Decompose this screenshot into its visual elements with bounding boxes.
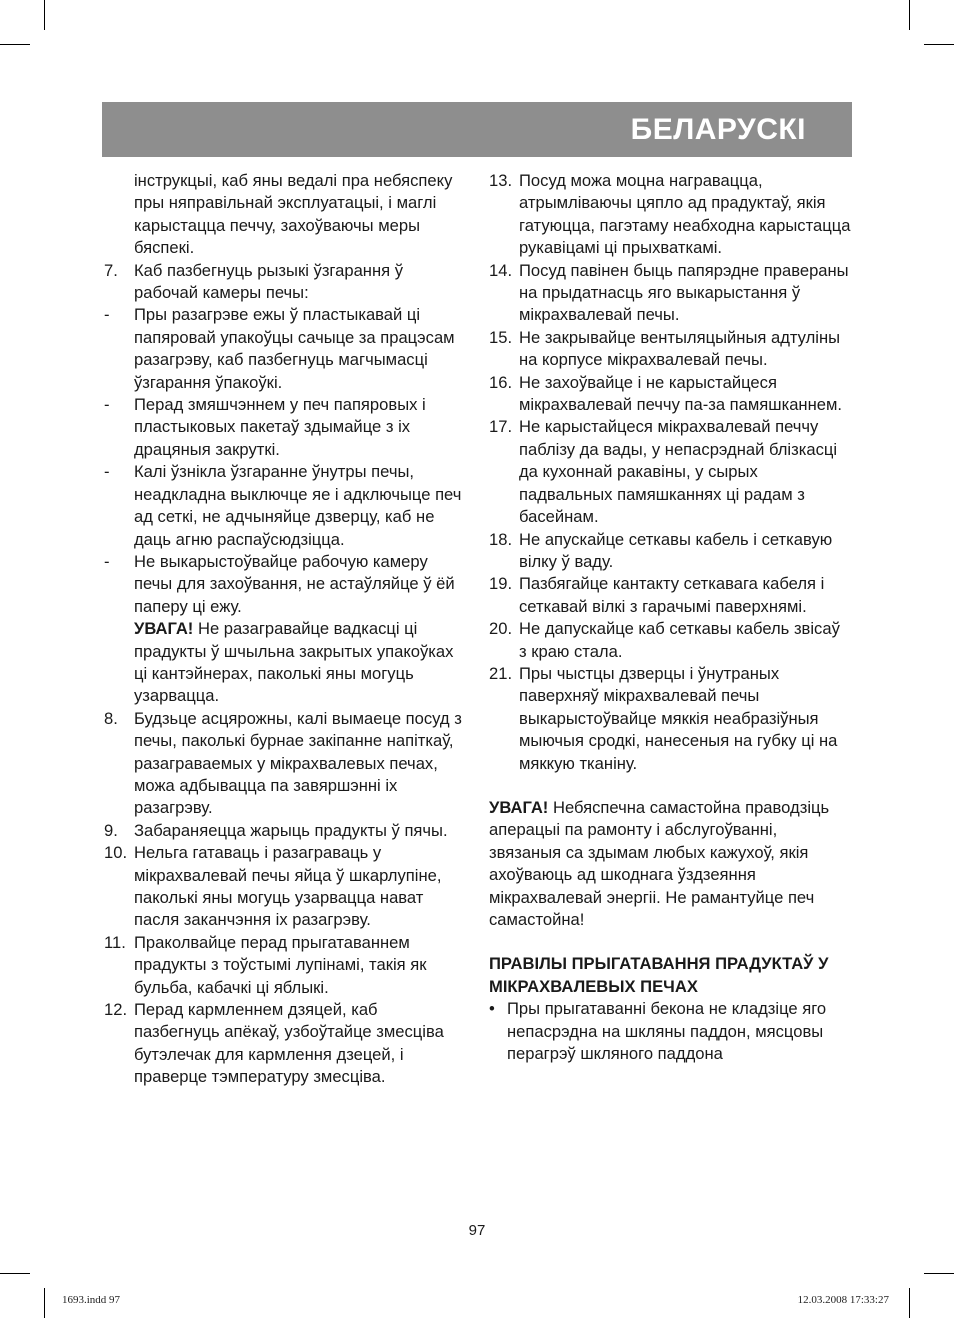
- item-number: 18.: [489, 529, 513, 549]
- item-text: Перад кармленнем дзяцей, каб пазбегнуць апёкаў, узбоўтайце змесціва бутэлечак для кармлення дзецей, і праверце тэмпературу змесціва.: [134, 1000, 444, 1087]
- crop-mark: [924, 44, 954, 45]
- item-text: Не захоўвайце і не карыстайцеся мікрахвалевай печчу па-за памяшканнем.: [519, 372, 843, 415]
- dash-marker: -: [104, 551, 110, 571]
- item-text: Нельга гатаваць і разаграваць у мікрахвалевай печы яйца ў шкарлупіне, паколькі яны могуць узарвацца нават пасля заканчэння іх разагрэву.: [134, 843, 442, 930]
- warning-label: УВАГА!: [489, 797, 549, 817]
- item-text: Каб пазбегнуць рызыкі ўзгарання ў рабочай камеры печы:: [134, 260, 404, 303]
- continuation-paragraph: інструкцыі, каб яны ведалі пра небяспеку пры няправільнай эксплуатацыі, і маглі карыстацца печчу, захоўваючы меры бяспекі.: [134, 171, 453, 258]
- item-text: Пры чыстцы дзверцы і ўнутраных паверхняў мікрахвалевай печы выкарыстоўвайце мяккія неабразіўныя мыючыя сродкі, нанесеныя на губку ці на мяккую тканіну.: [519, 663, 838, 773]
- bullet-text: Пры прыгатаванні бекона не кладзіце яго непасрэдна на шкляны паддон, мясцовы перагрэў шкляного паддона: [507, 999, 827, 1064]
- warning-note: [489, 797, 851, 931]
- print-slug-date: 12.03.2008 17:33:27: [797, 1294, 889, 1306]
- dash-marker: -: [104, 395, 110, 415]
- bullet-marker: •: [489, 999, 495, 1019]
- item-number: 16.: [489, 372, 513, 392]
- list-item: [489, 663, 851, 775]
- list-item: [489, 618, 851, 663]
- list-item: [104, 708, 466, 820]
- item-text: Не дапускайце каб сеткавы кабель звісаў з краю стала.: [519, 619, 840, 661]
- print-slug-file: 1693.indd 97: [62, 1294, 121, 1306]
- item-text: Посуд павінен быць папярэдне правераны на прыдатнасць яго выкарыстання ў мікрахвалевай печы.: [519, 260, 849, 325]
- item-number: 10.: [104, 843, 128, 863]
- item-number: 7.: [104, 260, 118, 280]
- item-number: 8.: [104, 708, 118, 728]
- spacer: [489, 931, 851, 953]
- list-item: [104, 999, 466, 1089]
- item-number: 12.: [104, 1000, 128, 1020]
- item-text: Праколвайце перад прыгатаваннем прадукты з тоўстымі лупінамі, такія як бульба, кабачкі ці яблыкі.: [134, 932, 427, 997]
- list-item-7: [104, 260, 466, 305]
- list-item: [489, 372, 851, 417]
- item-number: 19.: [489, 574, 513, 594]
- crop-mark: [0, 1273, 30, 1274]
- item-text: Пазбягайце кантакту сеткавага кабеля і сеткавай вілкі з гарачымі паверхнямі.: [519, 574, 825, 616]
- item-text: Забараняецца жарыць прадукты ў пячы.: [134, 820, 448, 840]
- page-number: 97: [468, 1222, 486, 1239]
- item-number: 17.: [489, 417, 513, 437]
- warning-text: Небяспечна самастойна праводзіць аперацыі па рамонту і абслугоўванні, звязаныя са здымам любых кажухоў, якія ахоўваюць ад шкоднага ўздзеяння мікрахвалевай энергіі. Не рамантуйце печ самастойна!: [489, 797, 830, 929]
- item-number: 13.: [489, 171, 513, 190]
- crop-mark: [924, 1273, 954, 1274]
- crop-mark: [44, 0, 45, 30]
- item-text: Не закрывайце вентыляцыйныя адтуліны на корпусе мікрахвалевай печы.: [519, 327, 841, 370]
- language-header-band: [102, 102, 852, 157]
- dash-text: Пры разагрэве ежы ў пластыкавай ці папяровай упакоўцы сачыце за працэсам разагрэву, каб пазбегнуць магчымасці ўзгарання ўпакоўкі.: [134, 305, 455, 392]
- crop-mark: [0, 44, 30, 45]
- list-item: [489, 529, 851, 574]
- crop-mark: [909, 0, 910, 30]
- dash-marker: -: [104, 462, 110, 482]
- item-number: 15.: [489, 327, 513, 347]
- spacer: [489, 775, 851, 797]
- dash-item: [104, 394, 466, 461]
- crop-mark: [909, 1288, 910, 1318]
- language-title: БЕЛАРУСКІ: [630, 113, 806, 146]
- dash-item: [104, 551, 466, 618]
- dash-text: Не выкарыстоўвайце рабочую камеру печы для захоўвання, не астаўляйце ў ёй паперу ці ежу.: [134, 551, 455, 616]
- dash-item: [104, 461, 466, 551]
- list-item: [489, 260, 851, 327]
- list-item: [489, 170, 851, 260]
- item-text: Не карыстайцеся мікрахвалевай печчу паблізу да вады, у непасрэднай блізкасці да кухоннай ракавіны, у сырых падвальных памяшканнях ці радам з басейнам.: [519, 417, 838, 527]
- item-number: 20.: [489, 619, 513, 639]
- list-item: [104, 932, 466, 999]
- list-item: [104, 842, 466, 932]
- dash-marker: -: [104, 305, 110, 325]
- item-number: 11.: [104, 932, 126, 952]
- right-column: [489, 170, 851, 1065]
- section-heading: ПРАВІЛЫ ПРЫГАТАВАННЯ ПРАДУКТАЎ У МІКРАХВАЛЕВЫХ ПЕЧАХ: [489, 954, 829, 996]
- crop-mark: [44, 1288, 45, 1318]
- item-number: 9.: [104, 820, 118, 840]
- item-text: Будзьце асцярожны, калі вымаеце посуд з печы, паколькі бурнае закіпанне напіткаў, разаграваемых у мікрахвалевых печах, можа адбывацца па завяршэнні іх разагрэву.: [134, 708, 462, 818]
- bullet-item: [489, 998, 851, 1065]
- item-text: Не апускайце сеткавы кабель і сеткавую вілку ў ваду.: [519, 529, 833, 571]
- item-number: 14.: [489, 260, 513, 280]
- list-item: [489, 573, 851, 618]
- list-item: [489, 327, 851, 372]
- warning-text: Не разагравайце вадкасці ці прадукты ў шчыльна закрытых упакоўках ці кантэйнерах, паколькі яны могуць узарвацца.: [134, 619, 454, 706]
- list-item: [489, 416, 851, 528]
- left-column: [104, 170, 466, 1089]
- dash-text: Перад змяшчэннем у печ папяровых і пластыковых пакетаў здымайце з іх драцяныя закруткі.: [134, 395, 426, 459]
- dash-text: Калі ўзнікла ўзгаранне ўнутры печы, неадкладна выключце яе і адключыце печ ад сеткі, не адчыняйце дзверцу, каб не даць агню распаўсюдзіцца.: [134, 462, 462, 549]
- item-number: 21.: [489, 663, 513, 683]
- item-text: Посуд можа моцна награвацца, атрымліваючы цяпло ад прадуктаў, якія гатуюцца, пагэтаму неабходна карыстацца рукавіцамі ці прыхваткамі.: [519, 171, 851, 258]
- list-item: [104, 820, 466, 842]
- dash-item: [104, 304, 466, 394]
- warning-label: УВАГА!: [134, 619, 194, 639]
- warning-note: [104, 618, 466, 708]
